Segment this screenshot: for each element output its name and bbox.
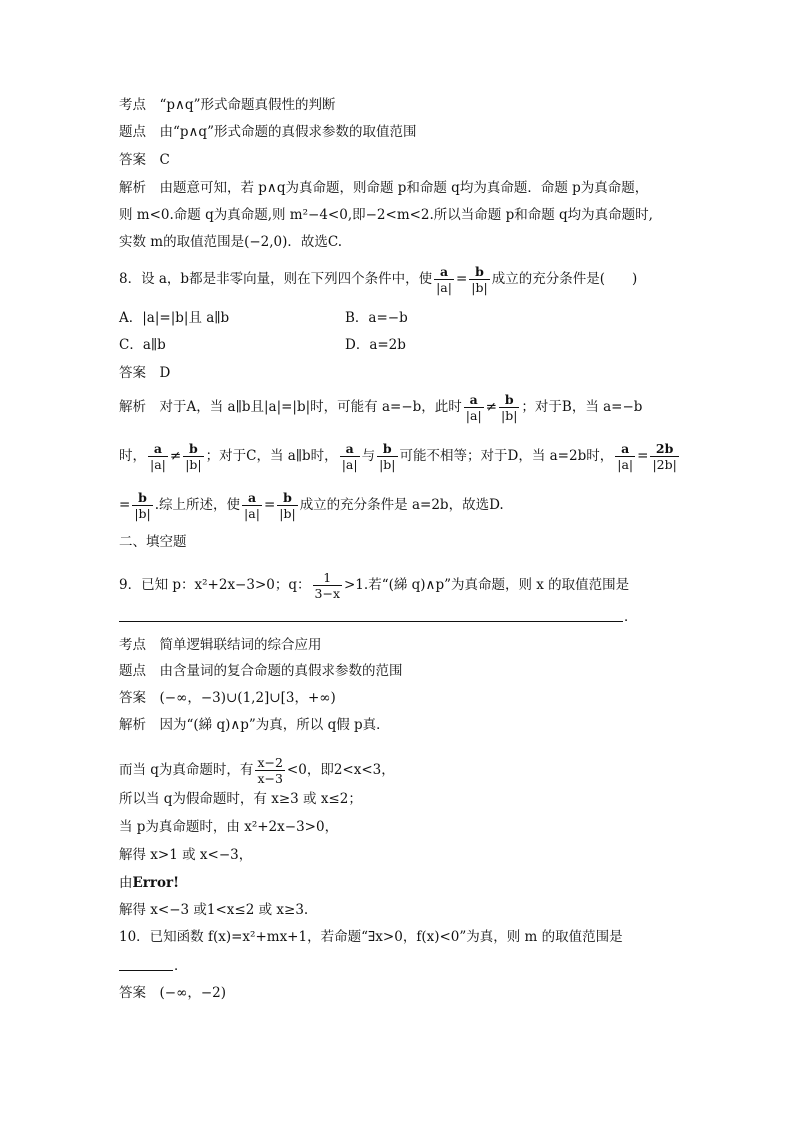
answer-line: 答案 (−∞，−3)∪(1,2]∪[3，+∞) bbox=[119, 690, 336, 706]
analysis-line: 解析 对于A，当 a∥b且|a|=|b|时，可能有 a=−b，此时 $\frac{a}{|a|}$ ≠ $\frac{b}{|b|}$ ；对于B，当 a=−b bbox=[119, 392, 643, 423]
section-heading: 二、填空题 bbox=[119, 534, 187, 550]
question-10: 10．已知函数 f(x)=x²+mx+1，若命题“∃x>0，f(x)<0”为真，则 m 的取值范围是 bbox=[119, 929, 623, 945]
question-9: 9．已知 p：x²+2x−3>0；q： $\frac{1}{3-x}$ >1.若“(綈 q)∧p”为真命题，则 x 的取值范围是 bbox=[119, 570, 630, 601]
option-d: D．a=2b bbox=[345, 337, 406, 353]
analysis-line: 解析 因为“(綈 q)∧p”为真，所以 q假 p真． bbox=[119, 717, 390, 733]
fraction: $\frac{a}{|a|}$ bbox=[244, 490, 260, 521]
fraction: $\frac{b}{|b|}$ bbox=[471, 264, 488, 295]
fraction: $\frac{b}{|b|}$ bbox=[185, 441, 202, 472]
answer-line: 答案 (−∞，−2) bbox=[119, 985, 226, 1001]
analysis-line: = $\frac{b}{|b|}$ .综上所述，使 $\frac{a}{|a|}$ = $\frac{b}{|b|}$ 成立的充分条件是 a=2b，故选D. bbox=[119, 490, 504, 521]
fraction: $\frac{b}{|b|}$ bbox=[134, 490, 151, 521]
fraction: $\frac{a}{|a|}$ bbox=[617, 441, 634, 472]
fraction: $\frac{a}{|a|}$ bbox=[150, 441, 166, 472]
analysis-line: 时， $\frac{a}{|a|}$ ≠ $\frac{b}{|b|}$ ；对于C，当 a∥b时， $\frac{a}{|a|}$ 与 $\frac{b}{|b|}$ 可能不相等；对于D，当 a=2b时， $\frac{a}{|a|}$ = $\frac{2b}{|2b|}$ bbox=[119, 441, 677, 472]
analysis-line: 解得 x>1 或 x<−3， bbox=[119, 847, 253, 863]
fraction: $\frac{a}{|a|}$ bbox=[436, 264, 452, 295]
answer-line: 答案 D bbox=[119, 365, 171, 381]
error-text: Error! bbox=[132, 875, 180, 891]
fraction: $\frac{1}{3-x}$ bbox=[314, 570, 340, 601]
analysis-line: 所以当 q为假命题时，有 x≥3 或 x≤2； bbox=[119, 791, 362, 807]
analysis-line: 由Error! bbox=[119, 875, 180, 891]
fraction: $\frac{b}{|b|}$ bbox=[500, 392, 518, 423]
fraction: $\frac{2b}{|2b|}$ bbox=[652, 441, 677, 472]
question-8: 8．设 a，b都是非零向量，则在下列四个条件中，使 $\frac{a}{|a|}$ = $\frac{b}{|b|}$ 成立的充分条件是( ) bbox=[119, 264, 638, 295]
fraction: $\frac{a}{|a|}$ bbox=[465, 392, 482, 423]
option-a: A．|a|=|b|且 a∥b bbox=[119, 310, 230, 326]
option-b: B．a=−b bbox=[345, 310, 408, 326]
kaodian-line: 考点 简单逻辑联结词的综合应用 bbox=[119, 637, 322, 653]
analysis-line: 则 m<0.命题 q为真命题,则 m²−4<0,即−2<m<2.所以当命题 p和命题 q均为真命题时, bbox=[119, 207, 653, 223]
tidian-line: 题点 由含量词的复合命题的真假求参数的范围 bbox=[119, 663, 403, 679]
period: ． bbox=[174, 958, 188, 974]
period: ． bbox=[624, 609, 638, 625]
fraction: $\frac{b}{|b|}$ bbox=[379, 441, 396, 472]
answer-blank[interactable] bbox=[119, 621, 623, 622]
analysis-line: 解析 由题意可知，若 p∧q为真命题，则命题 p和命题 q均为真命题．命题 p为真命题， bbox=[119, 180, 649, 196]
question-text: 8．设 a，b都是非零向量，则在下列四个条件中，使 bbox=[119, 271, 433, 287]
option-c: C．a∥b bbox=[119, 337, 166, 353]
fraction: $\frac{b}{|b|}$ bbox=[279, 490, 296, 521]
answer-line: 答案 C bbox=[119, 152, 170, 168]
question-text: 成立的充分条件是( ) bbox=[491, 271, 638, 287]
answer-blank[interactable] bbox=[119, 970, 173, 971]
tidian-line: 题点 由“p∧q”形式命题的真假求参数的取值范围 bbox=[119, 124, 417, 140]
analysis-line: 实数 m的取值范围是(−2,0)．故选C. bbox=[119, 234, 343, 250]
analysis-line: 解得 x<−3 或1<x≤2 或 x≥3. bbox=[119, 902, 309, 918]
fraction: $\frac{a}{|a|}$ bbox=[341, 441, 358, 472]
analysis-line: 当 p为真命题时，由 x²+2x−3>0， bbox=[119, 819, 339, 835]
fraction: $\frac{x-2}{x-3}$ bbox=[257, 755, 283, 786]
kaodian-line: 考点 “p∧q”形式命题真假性的判断 bbox=[119, 97, 336, 113]
analysis-line: 而当 q为真命题时，有 $\frac{x-2}{x-3}$ <0，即2<x<3， bbox=[119, 755, 395, 786]
